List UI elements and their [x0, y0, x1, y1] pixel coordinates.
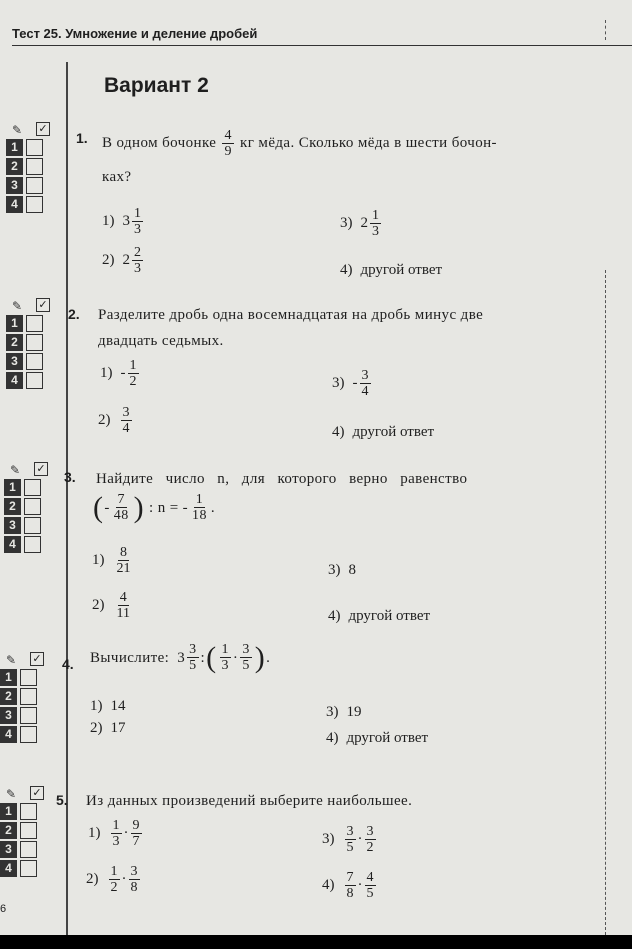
answer-label: 1: [0, 669, 17, 686]
check-icon: ✓: [34, 462, 48, 476]
answer-label: 1: [6, 139, 23, 156]
option-2: 2) 17: [90, 720, 126, 736]
answer-label: 3: [0, 841, 17, 858]
answer-checkbox-2[interactable]: [20, 688, 37, 705]
answer-checkbox-2[interactable]: [20, 822, 37, 839]
option-1: 1) $\frac{1}{3}$ · $\frac{9}{7}$: [88, 818, 140, 849]
answer-checkbox-3[interactable]: [26, 353, 43, 370]
answer-boxes-q4: [0, 652, 52, 744]
answer-label: 4: [4, 536, 21, 553]
option-4: 4) другой ответ: [340, 262, 443, 278]
answer-label: 3: [0, 707, 17, 724]
answer-checkbox-3[interactable]: [24, 517, 41, 534]
question-number: 4.: [62, 656, 74, 672]
question-5-text: Из данных произведений выберите наибольшее.: [86, 793, 413, 809]
answer-checkbox-4[interactable]: [20, 726, 37, 743]
question-3-equation: ( - $\frac{7}{48}$ ) : n = - $\frac{1}{18}$ .: [93, 490, 216, 524]
option-3: 3) $\frac{3}{5}$ · $\frac{3}{2}$: [322, 824, 374, 855]
answer-boxes-q1: [6, 122, 58, 214]
pencil-icon: ✎: [12, 299, 23, 313]
answer-label: 3: [6, 353, 23, 370]
answer-boxes-q2: [6, 298, 58, 390]
question-4-text: Вычислите: 3 $\frac{3}{5}$ : ( $\frac{1}{3}$ · $\frac{3}{5}$ ) .: [90, 640, 271, 674]
answer-label: 3: [6, 177, 23, 194]
pencil-icon: ✎: [12, 123, 23, 137]
variant-title: Вариант 2: [104, 74, 209, 97]
answer-label: 4: [0, 726, 17, 743]
option-3: 3) 19: [326, 704, 362, 720]
option-2: 2) 2 $\frac{2}{3}$: [102, 245, 141, 276]
answer-checkbox-4[interactable]: [26, 196, 43, 213]
answer-label: 1: [0, 803, 17, 820]
option-3: 3) 8: [328, 562, 356, 578]
test-title: Тест 25. Умножение и деление дробей: [12, 26, 632, 46]
answer-label: 2: [0, 688, 17, 705]
check-icon: ✓: [30, 786, 44, 800]
option-4: 4) другой ответ: [332, 424, 435, 440]
pencil-icon: ✎: [6, 653, 17, 667]
fraction: $\frac{4}{9}$: [224, 128, 232, 159]
check-icon: ✓: [30, 652, 44, 666]
answer-checkbox-1[interactable]: [20, 803, 37, 820]
question-number: 1.: [76, 130, 88, 146]
answer-label: 2: [0, 822, 17, 839]
answer-label: 4: [0, 860, 17, 877]
option-3: 3) 2 $\frac{1}{3}$: [340, 208, 379, 239]
question-1-text: В одном бочонке $\frac{4}{9}$ кг мёда. Сколько мёда в шести бочон-: [102, 128, 497, 159]
answer-checkbox-1[interactable]: [26, 315, 43, 332]
answer-boxes-q3: [4, 462, 56, 554]
check-icon: ✓: [36, 298, 50, 312]
answer-checkbox-1[interactable]: [20, 669, 37, 686]
question-1-text-cont: ках?: [102, 169, 132, 185]
option-4: 4) другой ответ: [326, 730, 429, 746]
answer-label: 2: [4, 498, 21, 515]
option-1: 1) 14: [90, 698, 126, 714]
answer-label: 1: [4, 479, 21, 496]
answer-label: 1: [6, 315, 23, 332]
answer-checkbox-3[interactable]: [26, 177, 43, 194]
answer-checkbox-4[interactable]: [26, 372, 43, 389]
answer-label: 3: [4, 517, 21, 534]
fold-line: [605, 20, 606, 40]
question-2-text-cont: двадцать седьмых.: [98, 333, 224, 349]
answer-checkbox-2[interactable]: [24, 498, 41, 515]
question-3-text: Найдите число n, для которого верно равенство: [96, 471, 468, 487]
question-2-text: Разделите дробь одна восемнадцатая на дробь минус две: [98, 307, 484, 323]
question-number: 5.: [56, 792, 68, 808]
option-1: 1) $\frac{8}{21}$: [92, 545, 131, 576]
answer-checkbox-4[interactable]: [24, 536, 41, 553]
answer-checkbox-3[interactable]: [20, 707, 37, 724]
question-number: 3.: [64, 469, 76, 485]
answer-checkbox-2[interactable]: [26, 334, 43, 351]
answer-label: 2: [6, 334, 23, 351]
option-2: 2) $\frac{3}{4}$: [98, 405, 130, 436]
pencil-icon: ✎: [10, 463, 21, 477]
option-4: 4) другой ответ: [328, 608, 431, 624]
page-number: 6: [0, 903, 7, 915]
answer-checkbox-2[interactable]: [26, 158, 43, 175]
option-4: 4) $\frac{7}{8}$ · $\frac{4}{5}$: [322, 870, 374, 901]
answer-checkbox-3[interactable]: [20, 841, 37, 858]
fold-line: [605, 270, 606, 935]
option-2: 2) $\frac{4}{11}$: [92, 590, 130, 621]
option-1: 1) 3 $\frac{1}{3}$: [102, 206, 141, 237]
option-2: 2) $\frac{1}{2}$ · $\frac{3}{8}$: [86, 864, 138, 895]
answer-label: 4: [6, 372, 23, 389]
answer-boxes-q5: [0, 786, 52, 878]
answer-checkbox-1[interactable]: [24, 479, 41, 496]
option-3: 3) - $\frac{3}{4}$: [332, 368, 369, 399]
option-1: 1) - $\frac{1}{2}$: [100, 358, 137, 389]
pencil-icon: ✎: [6, 787, 17, 801]
answer-label: 2: [6, 158, 23, 175]
answer-checkbox-1[interactable]: [26, 139, 43, 156]
answer-checkbox-4[interactable]: [20, 860, 37, 877]
check-icon: ✓: [36, 122, 50, 136]
question-number: 2.: [68, 306, 80, 322]
answer-label: 4: [6, 196, 23, 213]
